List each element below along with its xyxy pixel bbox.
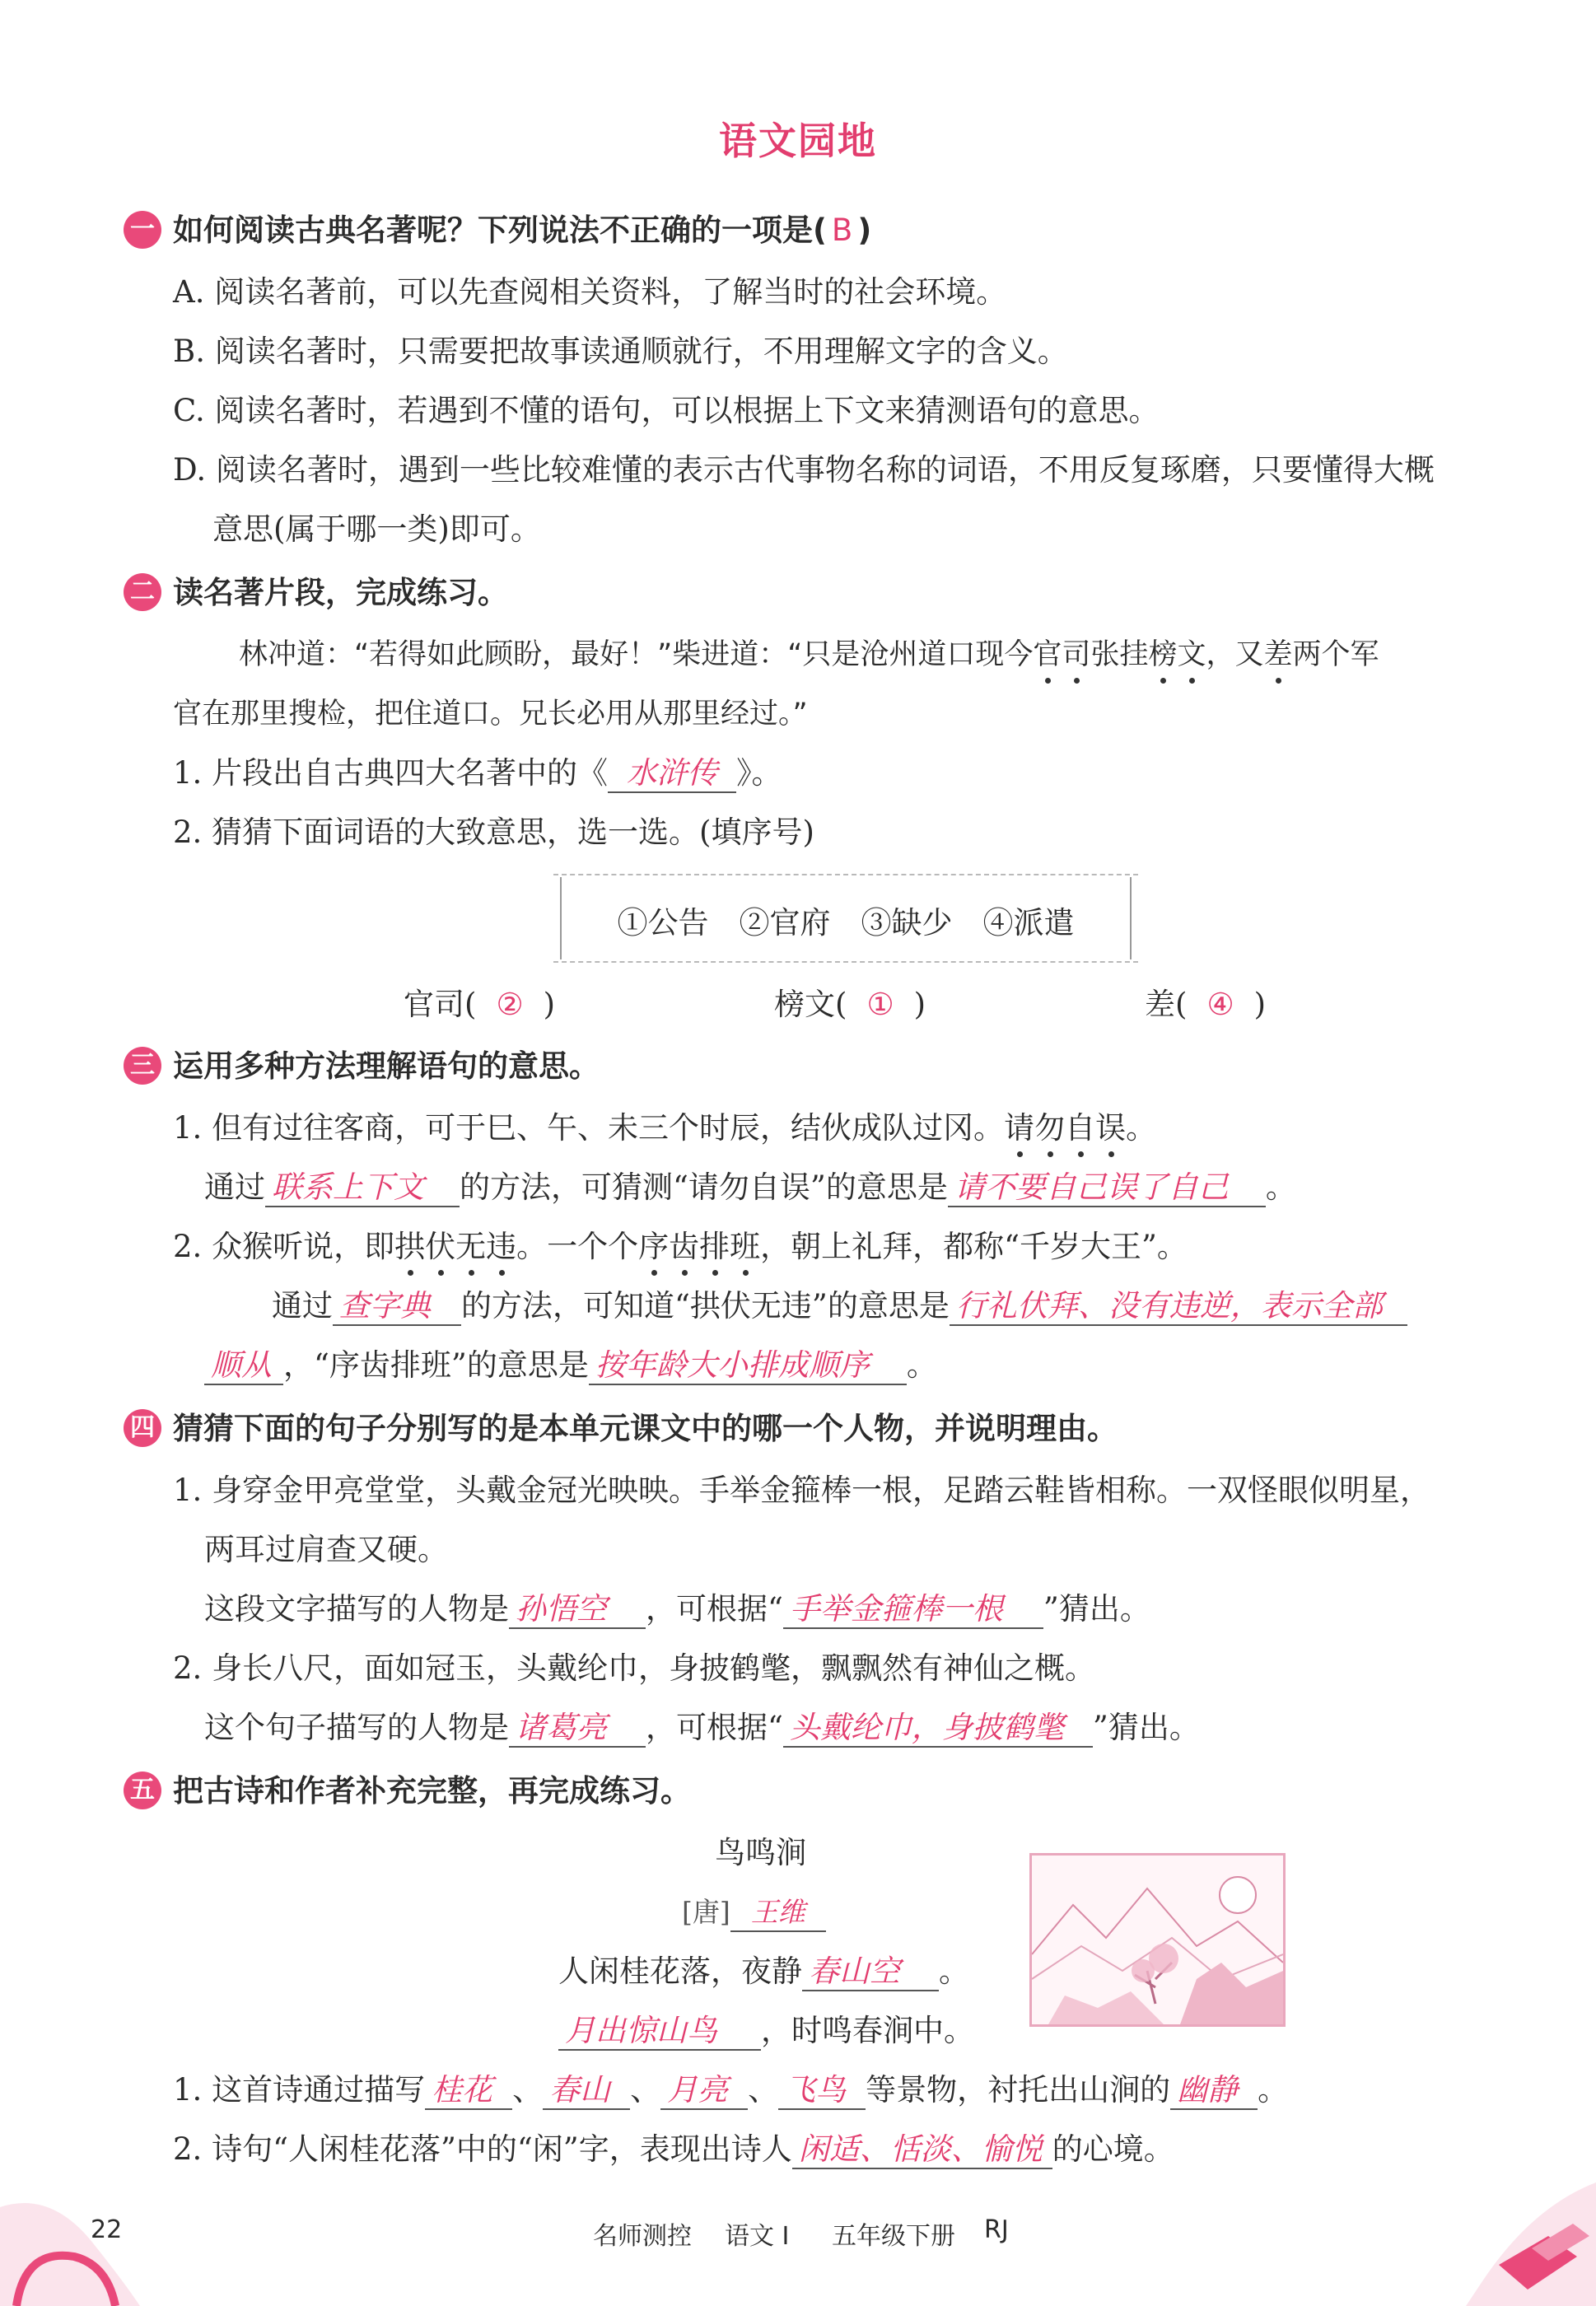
s4-q1-line3: 这段文字描写的人物是 孙悟空 ，可根据“ 手举金箍棒一根 ”猜出。 [204,1589,1150,1630]
fill-chai: 差( ④ ) [1145,987,1267,1022]
section-1-question: 一 如何阅读古典名著呢？下列说法不正确的一项是( B ) [124,210,871,251]
s3-q2-line2: 通过 查字典 的方法，可知道“拱伏无违”的意思是 行礼伏拜、没有违逆，表示全部 [272,1286,1407,1327]
section-5-badge: 五 [124,1772,161,1809]
section-3-badge: 三 [124,1047,161,1085]
footer-subject: 语文 I [725,2222,790,2251]
s3-q2-answer1: 查字典 [333,1288,461,1326]
page-number: 22 [91,2215,123,2244]
options-box [560,877,1132,959]
poem-line1-answer: 春山空 [802,1954,939,1991]
fill-bangwen-answer: ① [866,987,894,1022]
section-3-question: 三 运用多种方法理解语句的意思。 [124,1046,600,1087]
s4-q2-answer1: 诸葛亮 [509,1710,646,1748]
page-title: 语文园地 [719,119,877,163]
section-2-question: 二 读名著片段，完成练习。 [124,572,508,614]
s3-q2-line1: 2. 众猴听说，即拱伏无违。一个个序齿排班，朝上礼拜，都称“千岁大王”。 [173,1226,1188,1267]
landscape-illustration [1029,1853,1286,2027]
fill-chai-answer: ④ [1206,987,1234,1022]
poem-line2-answer: 月出惊山鸟 [558,2013,761,2051]
s3-q2-line3: 顺从 ，“序齿排班”的意思是 按年龄大小排成顺序 。 [204,1345,937,1386]
s4-q2-line1: 2. 身长八尺，面如冠玉，头戴纶巾，身披鹤氅，飘飘然有神仙之概。 [173,1650,1096,1686]
s5-q1: 1. 这首诗通过描写 桂花 、 春山 、 月亮 、 飞鸟 等景物，衬托出山涧的 幽静 。 [173,2070,1288,2111]
options-text: ①公告 ②官府 ③缺少 ④派遣 [617,905,1075,941]
s5-q1-answer2: 春山 [543,2072,630,2110]
s4-q1-line2: 两耳过肩查又硬。 [204,1532,448,1567]
option-d-line2: 意思(属于哪一类)即可。 [212,511,541,547]
section-5-question: 五 把古诗和作者补充完整，再完成练习。 [124,1771,691,1812]
fill-guansi-answer: ② [496,987,524,1022]
section-4-badge: 四 [124,1409,161,1447]
s3-q1-answer1: 联系上下文 [265,1169,460,1207]
s3-q2-answer2-cont: 顺从 [204,1347,283,1385]
section-2-badge: 二 [124,573,161,611]
s2-q2: 2. 猜猜下面词语的大致意思，选一选。(填序号) [173,815,814,850]
poem-author-answer: 王维 [730,1894,826,1932]
poem-title: 鸟鸣涧 [715,1835,806,1870]
excerpt-line1: 林冲道：“若得如此顾盼，最好！”柴进道：“只是沧州道口现今官司张挂榜文，又差两个军 [239,634,1379,675]
footer-edition: RJ [984,2215,1009,2244]
s5-q1-answer3: 月亮 [660,2072,748,2110]
option-d-line1: D. 阅读名著时，遇到一些比较难懂的表示古代事物名称的词语，不用反复琢磨，只要懂得大概 [173,452,1435,488]
s3-q2-answer3: 按年龄大小排成顺序 [589,1347,907,1385]
section-1-answer: B [831,212,853,248]
option-c: C. 阅读名著时，若遇到不懂的语句，可以根据上下文来猜测语句的意思。 [173,393,1160,428]
fill-guansi: 官司( ② ) [404,987,556,1022]
s3-q2-answer2: 行礼伏拜、没有违逆，表示全部 [950,1288,1407,1326]
footer-grade: 五年级下册 [832,2222,955,2251]
excerpt-line2: 官在那里搜检，把住道口。兄长必用从那里经过。” [173,698,808,731]
poem-line2: 月出惊山鸟 ，时鸣春涧中。 [558,2010,974,2052]
s3-q1-line2: 通过 联系上下文 的方法，可猜测“请勿自误”的意思是 请不要自己误了自己 。 [204,1167,1296,1208]
s4-q1-line1: 1. 身穿金甲亮堂堂，头戴金冠光映映。手举金箍棒一根，足踏云鞋皆相称。一双怪眼似明星， [173,1473,1431,1508]
fill-bangwen: 榜文( ① ) [774,987,926,1022]
s5-q2: 2. 诗句“人闲桂花落”中的“闲”字，表现出诗人 闲适、恬淡、愉悦 的心境。 [173,2129,1174,2170]
corner-decoration-right [1433,2158,1596,2306]
s5-q1-answer4: 飞鸟 [778,2072,866,2110]
s4-q1-answer1: 孙悟空 [509,1591,646,1629]
s3-q1-answer2: 请不要自己误了自己 [948,1169,1266,1207]
section-4-question: 四 猜猜下面的句子分别写的是本单元课文中的哪一个人物，并说明理由。 [124,1408,1118,1449]
s2-q1: 1. 片段出自古典四大名著中的《 水浒传 》。 [173,753,782,794]
option-b: B. 阅读名著时，只需要把故事读通顺就行，不用理解文字的含义。 [173,334,1068,369]
section-1-badge: 一 [124,211,161,249]
poem-author-line: [唐] 王维 [682,1892,826,1933]
s4-q2-line2: 这个句子描写的人物是 诸葛亮 ，可根据“ 头戴纶巾，身披鹤氅 ”猜出。 [204,1707,1200,1748]
s4-q2-answer2: 头戴纶巾，身披鹤氅 [783,1710,1093,1748]
footer-brand: 名师测控 [593,2222,692,2251]
s5-q1-answer5: 幽静 [1170,2072,1258,2110]
s4-q1-answer2: 手举金箍棒一根 [783,1591,1043,1629]
poem-line1: 人闲桂花落，夜静 春山空 。 [558,1951,969,1992]
s3-q1-line1: 1. 但有过往客商，可于巳、午、未三个时辰，结伙成队过冈。请勿自误。 [173,1108,1156,1149]
option-a: A. 阅读名著前，可以先查阅相关资料，了解当时的社会环境。 [173,274,1007,310]
s5-q2-answer: 闲适、恬淡、愉悦 [792,2131,1052,2169]
s5-q1-answer1: 桂花 [425,2072,512,2110]
s2-q1-answer: 水浒传 [608,755,736,793]
